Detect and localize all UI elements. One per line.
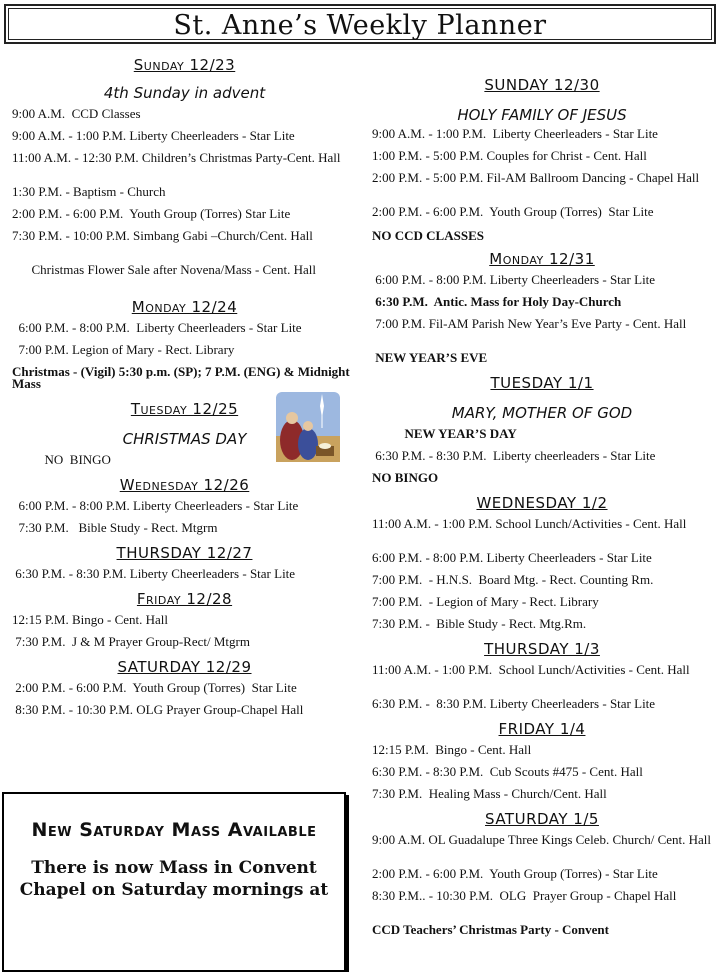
event-item: 7:30 P.M. - Bible Study - Rect. Mtg.Rm. [372, 616, 587, 631]
nativity-clipart [270, 388, 344, 466]
event-item: 6:00 P.M. - 8:00 P.M. Liberty Cheerleaders - Star Lite [12, 498, 299, 513]
event-item: NO BINGO [12, 452, 111, 467]
event-item: 9:00 A.M. - 1:00 P.M. Liberty Cheerleaders - Star Lite [12, 128, 295, 143]
day-header: SUNDAY 12/30 [484, 76, 600, 94]
day-header: Monday 12/24 [131, 298, 238, 316]
event-item: 2:00 P.M. - 6:00 P.M. Youth Group (Torres) - Star Lite [372, 866, 658, 881]
event-note: 6:30 P.M. Antic. Mass for Holy Day-Church [372, 294, 622, 309]
event-item: 6:30 P.M. - 8:30 P.M. Liberty cheerleaders - Star Lite [372, 448, 656, 463]
notice-text: There is now Mass in Convent Chapel on Saturday mornings at [19, 858, 329, 900]
event-item: 6:30 P.M. - 8:30 P.M. Liberty Cheerleaders - Star Lite [372, 696, 656, 711]
new-saturday-mass-notice [2, 792, 346, 972]
day-header: Tuesday 12/25 [130, 400, 239, 418]
event-item: Christmas Flower Sale after Novena/Mass - Cent. Hall [12, 262, 316, 277]
day-header: Friday 12/28 [136, 590, 233, 608]
feast-title: CHRISTMAS DAY [122, 430, 247, 448]
notice-title: New Saturday Mass Available [31, 819, 317, 841]
event-item: 9:00 A.M. CCD Classes [12, 106, 141, 121]
event-item: 6:00 P.M. - 8:00 P.M. Liberty Cheerleaders - Star Lite [372, 272, 656, 287]
day-header: Wednesday 12/26 [119, 476, 250, 494]
event-note: NO CCD CLASSES [372, 228, 484, 243]
day-header: Monday 12/31 [489, 250, 595, 268]
event-item: 6:30 P.M. - 8:30 P.M. Cub Scouts #475 - Cent. Hall [372, 764, 643, 779]
planner-title-box [4, 4, 716, 44]
day-header: TUESDAY 1/1 [490, 374, 594, 392]
event-item: 9:00 A.M. - 1:00 P.M. Liberty Cheerleaders - Star Lite [372, 126, 658, 141]
event-item: 2:00 P.M. - 6:00 P.M. Youth Group (Torres) Star Lite [12, 206, 291, 221]
event-item: 6:30 P.M. - 8:30 P.M. Liberty Cheerleaders - Star Lite [12, 566, 296, 581]
event-item: 7:30 P.M. Healing Mass - Church/Cent. Hall [372, 786, 607, 801]
day-header: SATURDAY 12/29 [117, 658, 252, 676]
event-item: 9:00 A.M. OL Guadalupe Three Kings Celeb. Church/ Cent. Hall [372, 832, 712, 847]
event-item: 7:30 P.M. - 10:00 P.M. Simbang Gabi –Church/Cent. Hall [12, 228, 313, 243]
event-item: 2:00 P.M. - 6:00 P.M. Youth Group (Torres) Star Lite [372, 204, 654, 219]
event-item: 11:00 A.M. - 1:00 P.M. School Lunch/Activities - Cent. Hall [372, 662, 690, 677]
event-item: 6:00 P.M. - 8:00 P.M. Liberty Cheerleaders - Star Lite [12, 320, 302, 335]
event-item: 8:30 P.M.. - 10:30 P.M. OLG Prayer Group - Chapel Hall [372, 888, 677, 903]
event-note: NEW YEAR’S EVE [372, 350, 488, 365]
event-item: 12:15 P.M. Bingo - Cent. Hall [12, 612, 169, 627]
event-item: 7:00 P.M. Legion of Mary - Rect. Library [12, 342, 235, 357]
event-note: Christmas - (Vigil) 5:30 p.m. (SP); 7 P.M. (ENG) & Midnight Mass [12, 364, 353, 391]
event-item: 8:30 P.M. - 10:30 P.M. OLG Prayer Group-Chapel Hall [12, 702, 304, 717]
day-header: THURSDAY 12/27 [116, 544, 253, 562]
day-header: THURSDAY 1/3 [484, 640, 600, 658]
event-item: 11:00 A.M. - 1:00 P.M. School Lunch/Activities - Cent. Hall [372, 516, 687, 531]
feast-title: 4th Sunday in advent [103, 84, 266, 102]
event-note: NO BINGO [372, 470, 439, 485]
event-item: 12:15 P.M. Bingo - Cent. Hall [372, 742, 532, 757]
event-item: 7:30 P.M. J & M Prayer Group-Rect/ Mtgrm [12, 634, 250, 649]
event-item: 1:30 P.M. - Baptism - Church [12, 184, 166, 199]
event-note: NEW YEAR’S DAY [372, 426, 517, 441]
event-item: 7:00 P.M. Fil-AM Parish New Year’s Eve Party - Cent. Hall [372, 316, 687, 331]
event-item: 7:00 P.M. - Legion of Mary - Rect. Library [372, 594, 599, 609]
day-header: Sunday 12/23 [133, 56, 236, 74]
feast-title: MARY, MOTHER OF GOD [451, 404, 633, 422]
event-item: 7:30 P.M. Bible Study - Rect. Mtgrm [12, 520, 218, 535]
event-item: 6:00 P.M. - 8:00 P.M. Liberty Cheerleaders - Star Lite [372, 550, 652, 565]
event-item: 1:00 P.M. - 5:00 P.M. Couples for Christ - Cent. Hall [372, 148, 647, 163]
feast-title: HOLY FAMILY OF JESUS [457, 106, 627, 124]
day-header: WEDNESDAY 1/2 [476, 494, 608, 512]
event-item: 7:00 P.M. - H.N.S. Board Mtg. - Rect. Counting Rm. [372, 572, 654, 587]
planner-title: St. Anne’s Weekly Planner [8, 8, 712, 40]
event-item: 2:00 P.M. - 5:00 P.M. Fil-AM Ballroom Dancing - Chapel Hall [372, 170, 700, 185]
event-note: CCD Teachers’ Christmas Party - Convent [372, 922, 609, 937]
event-item: 2:00 P.M. - 6:00 P.M. Youth Group (Torres) Star Lite [12, 680, 297, 695]
day-header: FRIDAY 1/4 [498, 720, 586, 738]
day-header: SATURDAY 1/5 [485, 810, 599, 828]
event-item: 11:00 A.M. - 12:30 P.M. Children’s Christmas Party-Cent. Hall [12, 150, 341, 165]
